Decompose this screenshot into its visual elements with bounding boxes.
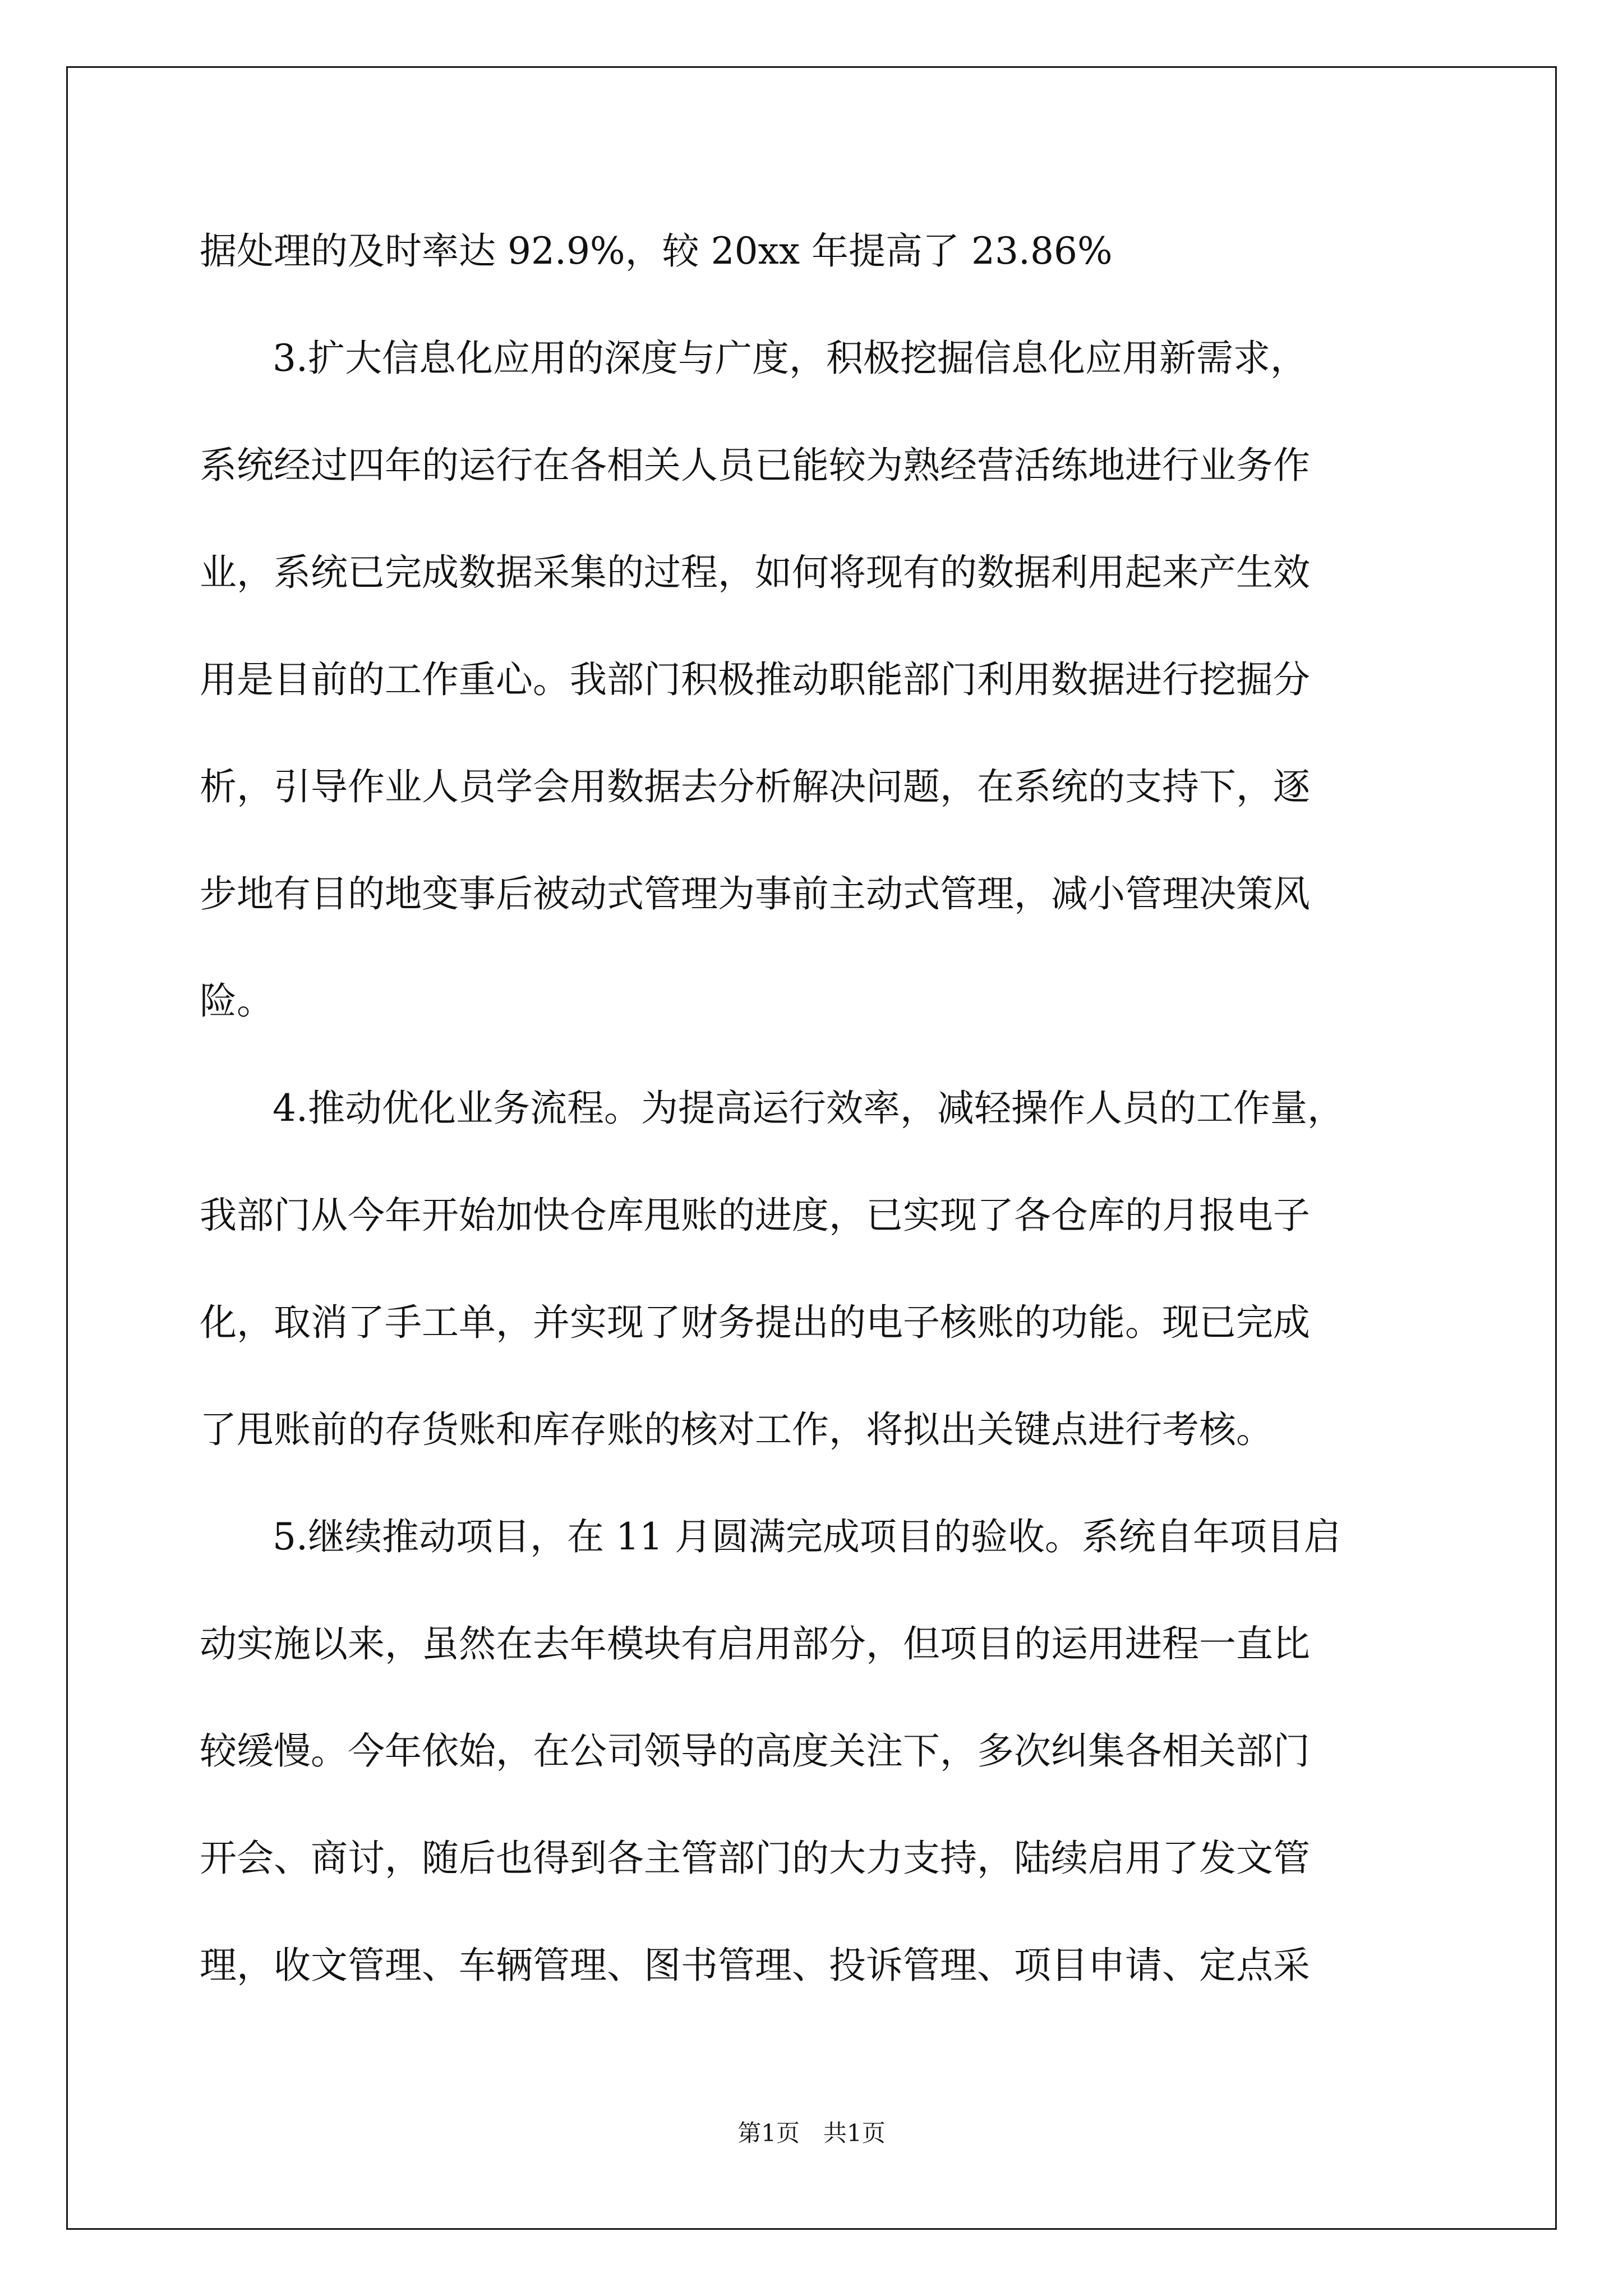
- text-line-11: 化，取消了手工单，并实现了财务提出的电子核账的功能。现已完成: [200, 1301, 1310, 1344]
- text-line-1: 据处理的及时率达 92.9%，较 20xx 年提高了 23.86%: [200, 229, 1113, 273]
- text-line-16: 开会、商讨，随后也得到各主管部门的大力支持，陆续启用了发文管: [200, 1837, 1310, 1880]
- text-line-6: 析，引导作业人员学会用数据去分析解决问题，在系统的支持下，逐: [200, 765, 1310, 808]
- document-body: [200, 223, 1433, 2045]
- page-footer: 第1页 共1页: [737, 2119, 886, 2147]
- text-line-14: 动实施以来，虽然在去年模块有启用部分，但项目的运用进程一直比: [200, 1622, 1310, 1665]
- text-line-8: 险。: [200, 979, 274, 1023]
- text-line-3: 系统经过四年的运行在各相关人员已能较为熟经营活练地进行业务作: [200, 444, 1310, 487]
- text-line-15: 较缓慢。今年依始，在公司领导的高度关注下，多次纠集各相关部门: [200, 1729, 1310, 1773]
- text-line-9: 4.推动优化业务流程。为提高运行效率，减轻操作人员的工作量，: [273, 1087, 1344, 1130]
- text-line-5: 用是目前的工作重心。我部门积极推动职能部门利用数据进行挖掘分: [200, 658, 1310, 701]
- text-line-4: 业，系统已完成数据采集的过程，如何将现有的数据利用起来产生效: [200, 551, 1310, 594]
- text-line-17: 理，收文管理、车辆管理、图书管理、投诉管理、项目申请、定点采: [200, 1944, 1310, 1987]
- text-line-7: 步地有目的地变事后被动式管理为事前主动式管理，减小管理决策风: [200, 872, 1310, 915]
- text-line-13: 5.继续推动项目，在 11 月圆满完成项目的验收。系统自年项目启: [273, 1515, 1341, 1558]
- text-line-12: 了甩账前的存货账和库存账的核对工作，将拟出关键点进行考核。: [200, 1408, 1273, 1451]
- text-line-2: 3.扩大信息化应用的深度与广度，积极挖掘信息化应用新需求，: [273, 337, 1307, 380]
- text-line-10: 我部门从今年开始加快仓库甩账的进度，已实现了各仓库的月报电子: [200, 1194, 1310, 1237]
